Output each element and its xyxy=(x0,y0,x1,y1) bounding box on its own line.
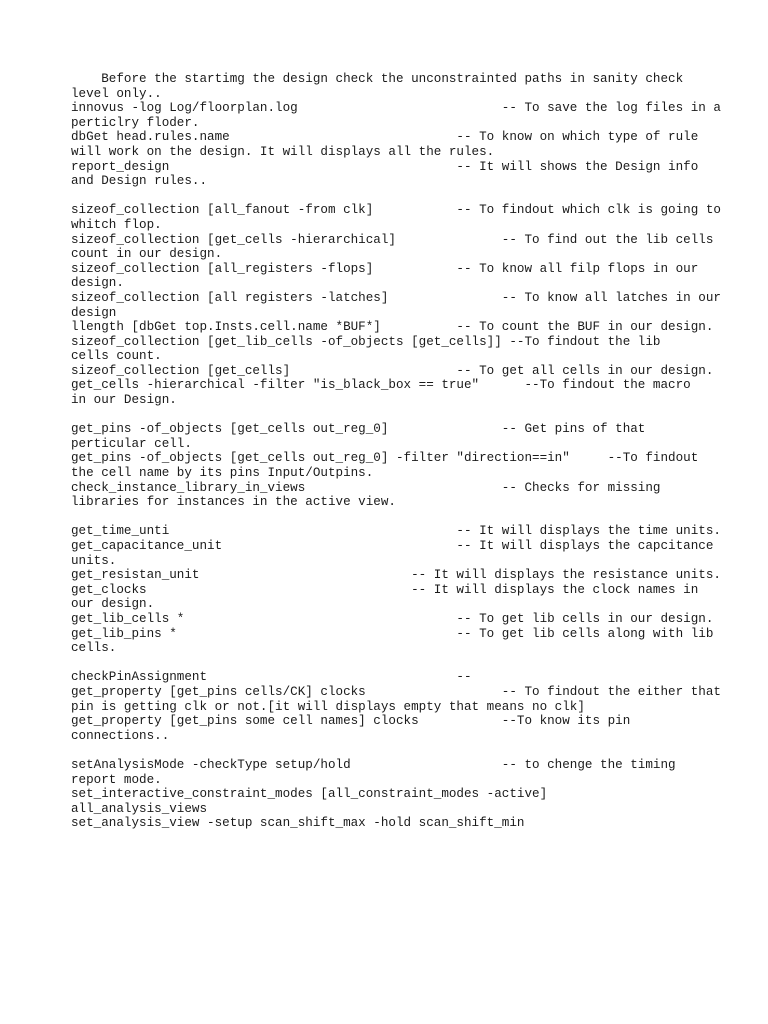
text-line: set_analysis_view -setup scan_shift_max -hold scan_shift_min xyxy=(71,816,525,831)
text-line: get_property [get_pins cells/CK] clocks -- To findout the either that xyxy=(71,684,721,699)
text-line: will work on the design. It will displays all the rules. xyxy=(71,144,495,159)
text-line: get_pins -of_objects [get_cells out_reg_0] -filter "direction==in" --To findout xyxy=(71,451,699,466)
text-line: get_lib_cells * -- To get lib cells in our design. xyxy=(71,611,714,626)
text-line: report_design -- It will shows the Design info xyxy=(71,159,699,174)
text-line: get_pins -of_objects [get_cells out_reg_0] -- Get pins of that xyxy=(71,422,646,437)
text-line: get_property [get_pins some cell names] clocks --To know its pin xyxy=(71,714,631,729)
text-line: perticular cell. xyxy=(71,436,192,451)
text-line: cells. xyxy=(71,641,117,656)
text-line: design. xyxy=(71,276,124,291)
text-line: llength [dbGet top.Insts.cell.name *BUF*] -- To count the BUF in our design. xyxy=(71,320,714,335)
text-line: sizeof_collection [all registers -latches] -- To know all latches in our xyxy=(71,290,721,305)
text-line: pin is getting clk or not.[it will displays empty that means no clk] xyxy=(71,699,585,714)
text-line: design xyxy=(71,305,117,320)
text-line: set_interactive_constraint_modes [all_constraint_modes -active] xyxy=(71,787,548,802)
text-line: count in our design. xyxy=(71,247,223,262)
text-line: sizeof_collection [all_registers -flops] -- To know all filp flops in our xyxy=(71,261,699,276)
text-line: perticlry floder. xyxy=(71,115,200,130)
text-line: in our Design. xyxy=(71,393,177,408)
text-line: report mode. xyxy=(71,772,162,787)
text-line: get_capacitance_unit -- It will displays the capcitance xyxy=(71,539,714,553)
document-body xyxy=(71,72,721,831)
text-line: libraries for instances in the active view. xyxy=(71,495,396,510)
text-line: sizeof_collection [get_cells] -- To get all cells in our design. xyxy=(71,363,714,378)
text-line: get_lib_pins * -- To get lib cells along with lib xyxy=(71,626,714,641)
text-line: sizeof_collection [all_fanout -from clk] -- To findout which clk is going to xyxy=(71,203,721,218)
text-line: check_instance_library_in_views -- Checks for missing xyxy=(71,480,661,495)
text-line: and Design rules.. xyxy=(71,174,208,189)
text-line: checkPinAssignment -- xyxy=(71,670,472,685)
text-line: cells count. xyxy=(71,349,162,364)
text-line: get_resistan_unit -- It will displays the resistance units. xyxy=(71,568,721,583)
text-line: setAnalysisMode -checkType setup/hold -- to chenge the timing xyxy=(71,757,676,772)
text-line: innovus -log Log/floorplan.log -- To save the log files in a xyxy=(71,101,721,116)
text-line: level only.. xyxy=(71,86,162,101)
blank-line xyxy=(71,408,711,423)
text-line: get_clocks -- It will displays the clock names in xyxy=(71,582,699,597)
text-line: get_cells -hierarchical -filter "is_black_box == true" --To findout the macro xyxy=(71,378,691,393)
blank-line xyxy=(71,656,711,671)
text-line: sizeof_collection [get_lib_cells -of_objects [get_cells]] --To findout the lib xyxy=(71,334,661,349)
blank-line xyxy=(71,510,711,525)
text-line: get_time_unti -- It will displays the time units. xyxy=(71,524,721,539)
text-line: units. xyxy=(71,553,117,568)
text-line: Before the startimg the design check the unconstrainted paths in sanity check xyxy=(71,72,684,86)
text-line: the cell name by its pins Input/Outpins. xyxy=(71,466,374,481)
text-line: dbGet head.rules.name -- To know on which type of rule xyxy=(71,130,699,145)
text-line: connections.. xyxy=(71,728,170,743)
blank-line xyxy=(71,743,711,758)
text-line: our design. xyxy=(71,597,155,612)
text-line: whitch flop. xyxy=(71,217,162,232)
text-line: all_analysis_views xyxy=(71,801,208,816)
blank-line xyxy=(71,189,711,204)
text-line: sizeof_collection [get_cells -hierarchical] -- To find out the lib cells xyxy=(71,232,714,247)
